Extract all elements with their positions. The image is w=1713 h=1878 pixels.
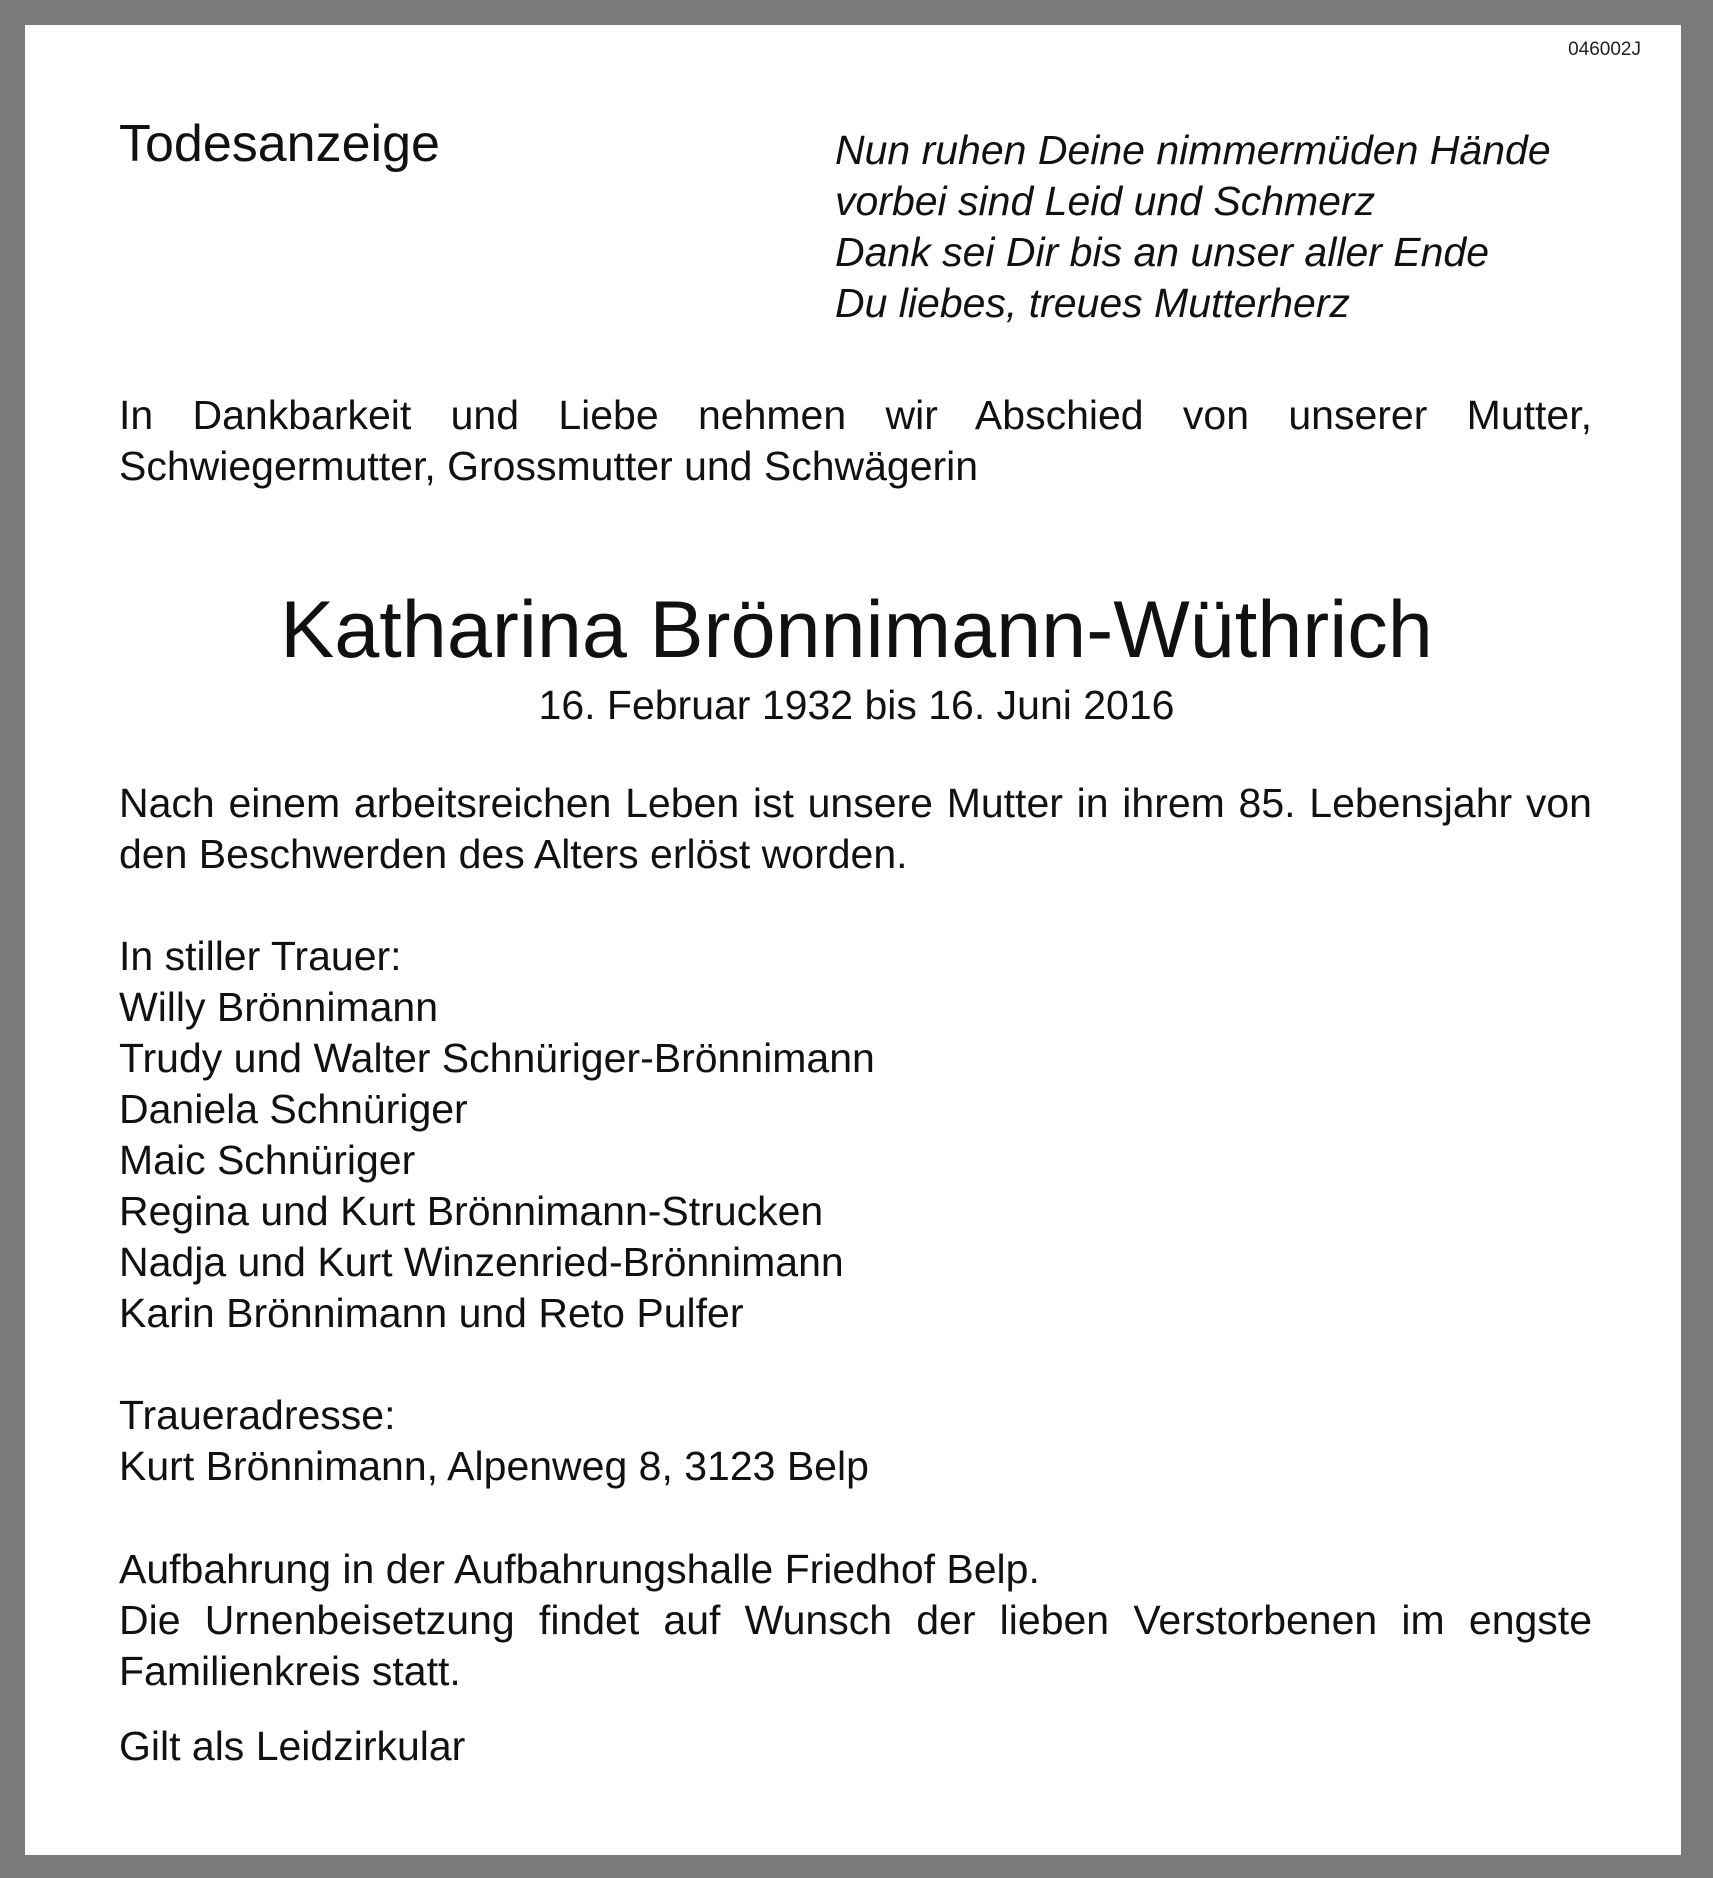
obituary-page <box>25 25 1681 1855</box>
poem-line: Dank sei Dir bis an unser aller Ende <box>835 229 1490 275</box>
address-label: Traueradresse: <box>119 1392 396 1438</box>
burial-info <box>119 1544 1592 1697</box>
poem-line: vorbei sind Leid und Schmerz <box>835 178 1376 224</box>
mourner-name: Daniela Schnüriger <box>119 1086 468 1132</box>
reference-code: 046002J <box>1568 39 1641 60</box>
urn-burial-text: Die Urnenbeisetzung findet auf Wunsch der lieben Verstorbenen im engste Familienkreis statt. <box>119 1597 1592 1694</box>
poem-line: Nun ruhen Deine nimmermüden Hände <box>835 127 1551 173</box>
page-title: Todesanzeige <box>119 115 440 173</box>
poem <box>835 125 1551 329</box>
mourner-name: Maic Schnüriger <box>119 1137 416 1183</box>
mourning-address <box>119 1390 869 1492</box>
poem-line: Du liebes, treues Mutterherz <box>835 280 1351 326</box>
deceased-name: Katharina Brönnimann-Wüthrich <box>280 585 1433 675</box>
mourner-name: Regina und Kurt Brönnimann-Strucken <box>119 1188 824 1234</box>
mourner-name: Karin Brönnimann und Reto Pulfer <box>119 1290 744 1336</box>
mourners-label: In stiller Trauer: <box>119 933 402 979</box>
mourner-name: Trudy und Walter Schnüriger-Brönnimann <box>119 1035 875 1081</box>
mourner-name: Willy Brönnimann <box>119 984 438 1030</box>
life-dates: 16. Februar 1932 bis 16. Juni 2016 <box>538 682 1175 728</box>
viewing-text: Aufbahrung in der Aufbahrungshalle Friedhof Belp. <box>119 1546 1040 1592</box>
address-value: Kurt Brönnimann, Alpenweg 8, 3123 Belp <box>119 1443 869 1489</box>
passing-paragraph: Nach einem arbeitsreichen Leben ist unsere Mutter in ihrem 85. Lebensjahr von den Beschwerden des Alters erlöst worden. <box>119 780 1592 877</box>
circular-note: Gilt als Leidzirkular <box>119 1723 466 1769</box>
mourner-name: Nadja und Kurt Winzenried-Brönnimann <box>119 1239 844 1285</box>
intro-paragraph: In Dankbarkeit und Liebe nehmen wir Abschied von unserer Mutter, Schwiegermutter, Grossmutter und Schwägerin <box>119 392 1592 489</box>
mourners-list <box>119 931 875 1339</box>
